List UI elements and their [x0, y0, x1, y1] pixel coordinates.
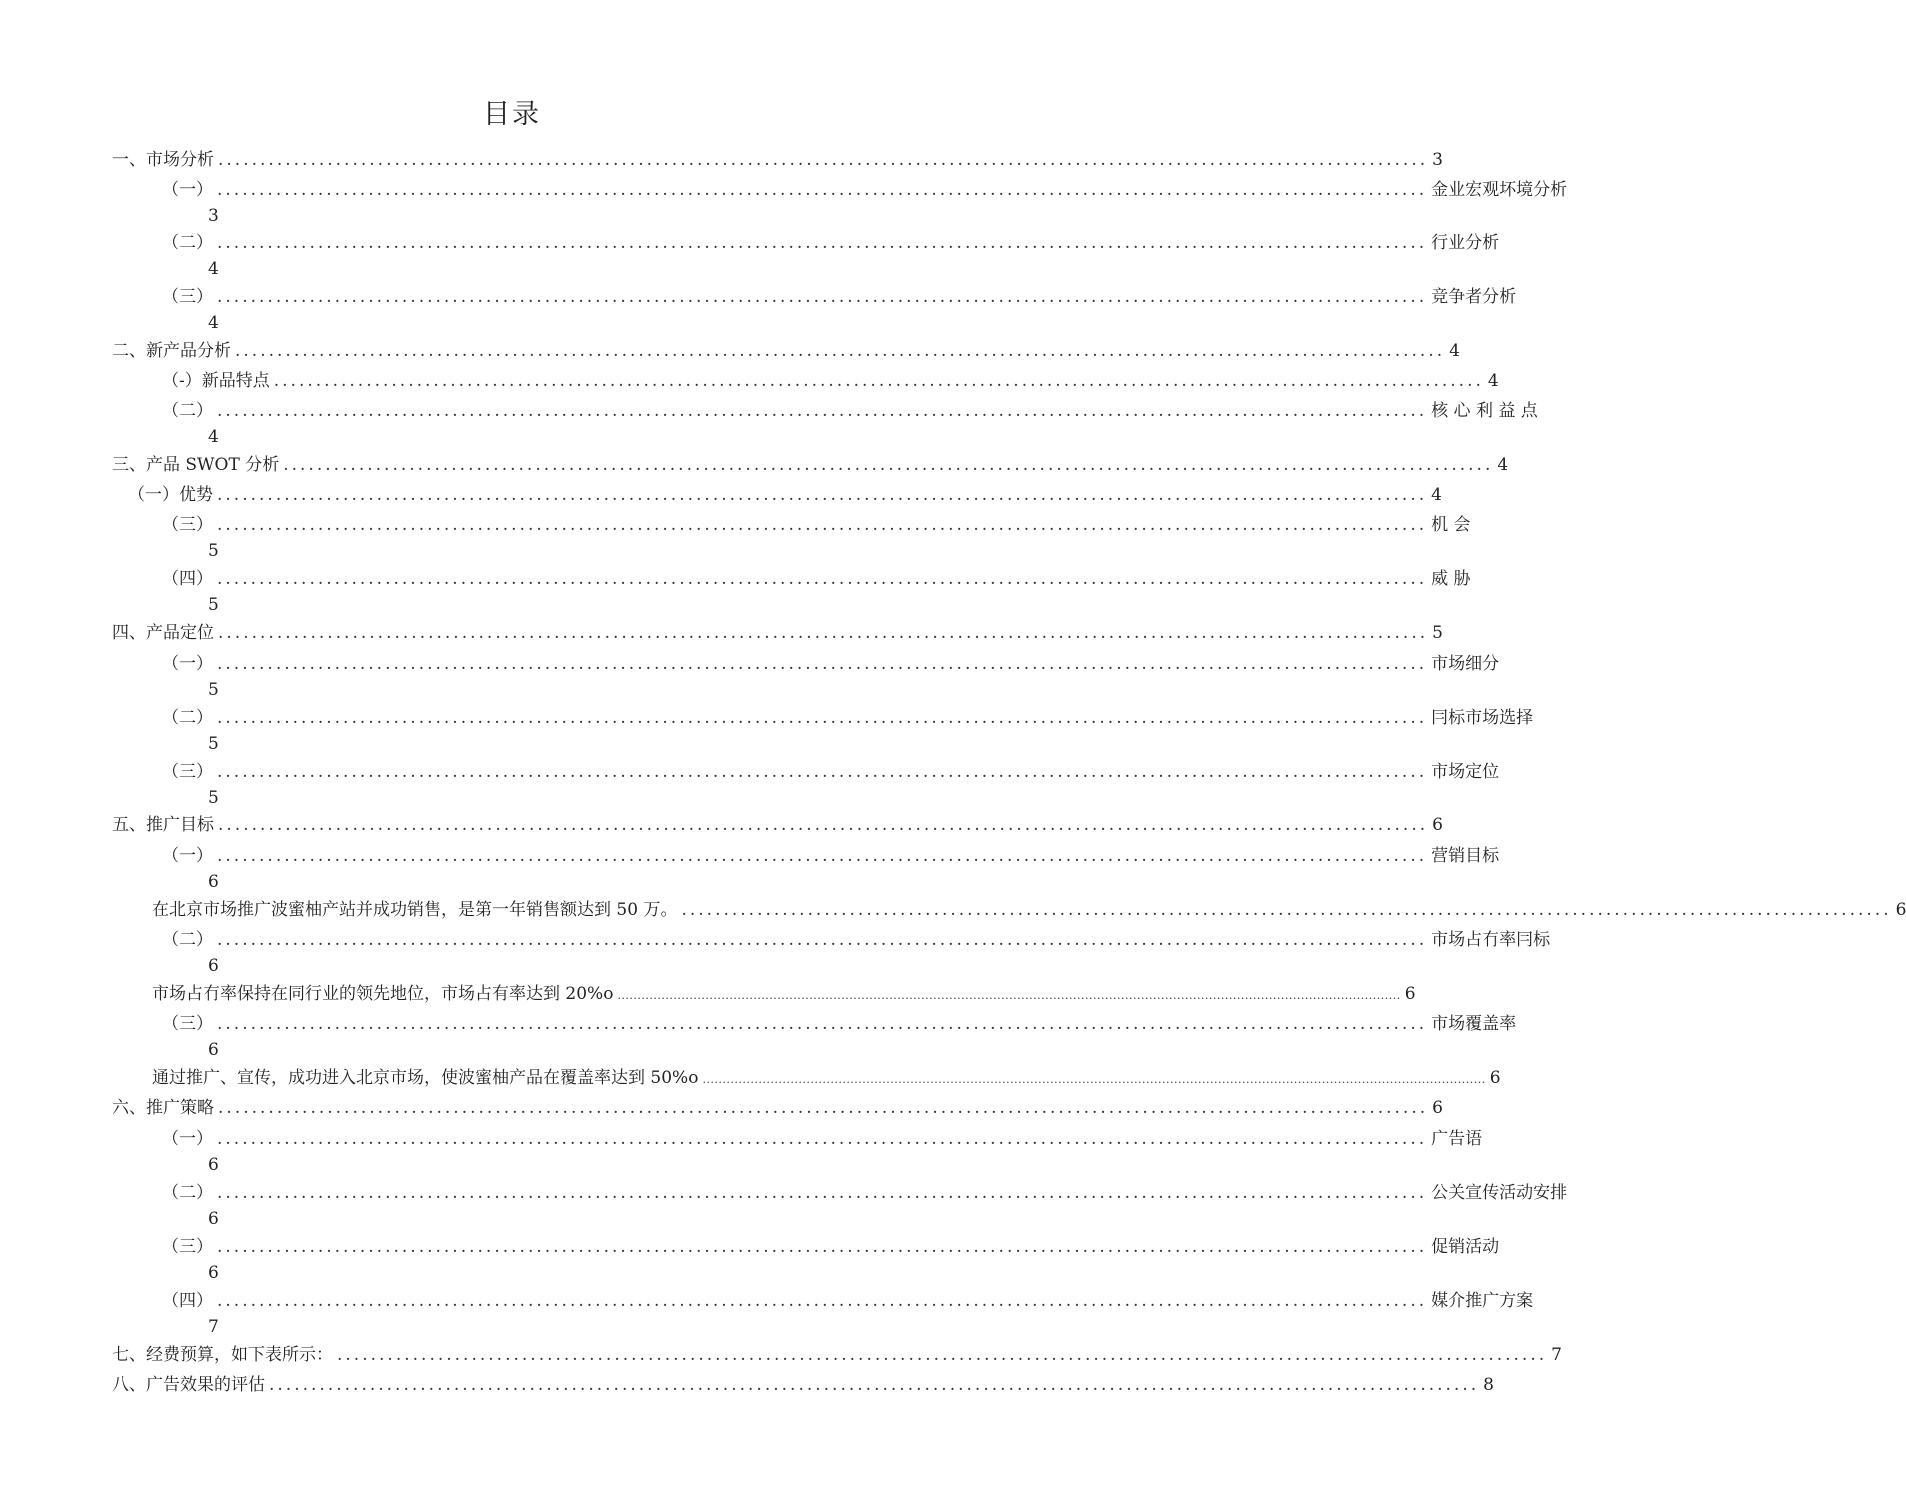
toc-entry-page: 5 — [208, 680, 219, 700]
toc-title: 目录 — [483, 99, 541, 130]
toc-entry-title: 五、推广目标 — [112, 815, 214, 835]
toc-leader-dots: ................................................................................................................................................ — [217, 1129, 1428, 1149]
toc-leader-dots: ................................................................................................................................................ — [217, 485, 1428, 505]
toc-entry-title: 八、广告效果的评估 — [112, 1375, 265, 1395]
toc-entry-page: 6 — [208, 872, 219, 892]
toc-entry[interactable] — [128, 481, 1442, 509]
toc-entry[interactable] — [162, 367, 1499, 395]
toc-entry-title: （二） — [162, 401, 213, 421]
toc-entry-label: 金业宏观坏境分析 — [1431, 180, 1568, 200]
toc-leader-dots: ................................................................................................................................................ — [217, 1291, 1428, 1311]
toc-entry-title: 六、推广策略 — [112, 1098, 214, 1118]
toc-entry-title: （一）优势 — [128, 485, 213, 505]
toc-leader-dots: ................................................................................................................................................ — [218, 815, 1429, 835]
toc-entry-title: （一） — [162, 846, 213, 866]
toc-entry-title: 市场占冇率保持在同行业的领先地位，市场占有率达到 20%o — [152, 984, 614, 1004]
toc-entry[interactable] — [162, 176, 1568, 204]
toc-entry[interactable] — [152, 1064, 1501, 1092]
toc-entry[interactable] — [162, 650, 1500, 678]
toc-entry-title: （三） — [162, 762, 213, 782]
toc-entry[interactable] — [162, 397, 1538, 425]
toc-entry-page: 6 — [208, 956, 219, 976]
toc-leader-dots: ................................................................................................................................................ — [218, 1098, 1429, 1118]
toc-entry-title: （一） — [162, 1129, 213, 1149]
toc-entry-label: 行业分析 — [1431, 233, 1500, 253]
toc-entry[interactable] — [152, 980, 1416, 1008]
toc-entry-title: （四） — [162, 569, 213, 589]
toc-entry[interactable] — [162, 926, 1551, 954]
toc-entry-page: 4 — [208, 313, 219, 333]
toc-entry-label: 市场覆盖率 — [1431, 1014, 1517, 1034]
toc-leader-dots: ................................................................................................................................................ — [283, 455, 1494, 475]
toc-entry-label: 威 胁 — [1431, 569, 1471, 589]
toc-entry[interactable] — [162, 1010, 1517, 1038]
toc-entry-label: 营销目标 — [1431, 846, 1500, 866]
toc-entry-page: 4 — [208, 427, 219, 447]
toc-entry[interactable] — [112, 1371, 1494, 1399]
toc-entry-label: 公关宣传活动安排 — [1431, 1183, 1568, 1203]
toc-entry-page: 5 — [1432, 623, 1443, 643]
toc-entry[interactable] — [112, 1341, 1562, 1369]
toc-entry[interactable] — [112, 619, 1443, 647]
toc-entry-title: （一） — [162, 654, 213, 674]
toc-entry-page: 5 — [208, 595, 219, 615]
toc-entry-page: 5 — [208, 734, 219, 754]
toc-leader-dots: ................................................................................................................................................ — [217, 846, 1428, 866]
toc-entry-page: 4 — [1497, 455, 1509, 475]
toc-leader-dots: .................................................................................................................................................................................................... — [617, 989, 1401, 1002]
toc-entry-title: （三） — [162, 1014, 213, 1034]
toc-entry-page: 6 — [208, 1040, 219, 1060]
toc-leader-dots: ................................................................................................................................................ — [217, 708, 1428, 728]
toc-entry-page: 6 — [1404, 984, 1416, 1004]
toc-entry[interactable] — [162, 565, 1471, 593]
toc-entry[interactable] — [162, 1287, 1534, 1315]
toc-entry-page: 5 — [208, 788, 219, 808]
toc-entry-label: 广告语 — [1431, 1129, 1483, 1149]
toc-entry-page: 5 — [208, 541, 219, 561]
toc-entry-page: 3 — [208, 206, 219, 226]
toc-entry-page: 6 — [1432, 1098, 1443, 1118]
toc-leader-dots: ................................................................................................................................................ — [337, 1345, 1548, 1365]
toc-leader-dots: ................................................................................................................................................ — [217, 569, 1428, 589]
toc-entry-title: 三、产品 SWOT 分析 — [112, 455, 280, 475]
toc-entry[interactable] — [162, 1125, 1483, 1153]
toc-leader-dots: ................................................................................................................................................ — [269, 1375, 1480, 1395]
toc-entry-title: （二） — [162, 930, 213, 950]
toc-entry-page: 7 — [208, 1317, 219, 1337]
toc-leader-dots: ................................................................................................................................................ — [218, 150, 1429, 170]
toc-entry-title: （四） — [162, 1291, 213, 1311]
toc-entry-page: 3 — [1432, 150, 1443, 170]
toc-leader-dots: ................................................................................................................................................ — [217, 515, 1428, 535]
toc-entry-label: 核 心 利 益 点 — [1431, 401, 1538, 421]
toc-entry[interactable] — [162, 229, 1500, 257]
toc-entry[interactable] — [112, 811, 1443, 839]
toc-entry[interactable] — [112, 451, 1509, 479]
toc-entry-label: 媒介推广方案 — [1431, 1291, 1534, 1311]
toc-entry-label: 冃标市场选择 — [1431, 708, 1534, 728]
toc-entry[interactable] — [162, 1179, 1568, 1207]
toc-entry-title: （三） — [162, 287, 213, 307]
toc-leader-dots: ................................................................................................................................................ — [217, 287, 1428, 307]
toc-entry[interactable] — [162, 842, 1500, 870]
toc-entry-title: （三） — [162, 515, 213, 535]
toc-entry-title: （二） — [162, 233, 213, 253]
toc-leader-dots: ................................................................................................................................................ — [218, 623, 1429, 643]
toc-entry-page: 6 — [1895, 900, 1906, 920]
toc-entry-title: （-）新品特点 — [162, 371, 270, 391]
toc-entry-title: （三） — [162, 1237, 213, 1257]
toc-entry-page: 7 — [1551, 1345, 1562, 1365]
toc-entry[interactable] — [152, 896, 1906, 924]
toc-entry[interactable] — [112, 1094, 1443, 1122]
toc-leader-dots: ................................................................................................................................................ — [681, 900, 1892, 920]
toc-leader-dots: ................................................................................................................................................ — [217, 401, 1428, 421]
toc-entry-title: 四、产品定位 — [112, 623, 214, 643]
toc-leader-dots: ................................................................................................................................................ — [217, 233, 1428, 253]
toc-leader-dots: ................................................................................................................................................ — [235, 341, 1446, 361]
toc-entry[interactable] — [162, 283, 1517, 311]
toc-entry-page: 4 — [1487, 371, 1499, 391]
toc-leader-dots: ................................................................................................................................................ — [217, 1014, 1428, 1034]
toc-leader-dots: ................................................................................................................................................ — [217, 762, 1428, 782]
toc-entry-page: 6 — [208, 1155, 219, 1175]
toc-entry-page: 4 — [1431, 485, 1442, 505]
toc-entry[interactable] — [162, 1233, 1500, 1261]
toc-entry-title: 在北京市场推广波蜜柚产站并成功销售，是第一年销售额达到 50 万。 — [152, 900, 678, 920]
toc-entry-title: 二、新产品分析 — [112, 341, 231, 361]
toc-entry[interactable] — [112, 146, 1443, 174]
toc-entry-label: 市场细分 — [1431, 654, 1500, 674]
toc-entry[interactable] — [162, 758, 1500, 786]
toc-leader-dots: ................................................................................................................................................ — [273, 371, 1484, 391]
toc-leader-dots: .................................................................................................................................................................................................... — [702, 1073, 1486, 1086]
toc-entry-page: 6 — [208, 1263, 219, 1283]
toc-entry[interactable] — [162, 704, 1534, 732]
toc-entry-page: 4 — [208, 259, 219, 279]
toc-entry-title: 七、经费预算，如下表所示： — [112, 1345, 333, 1365]
toc-entry[interactable] — [112, 337, 1460, 365]
toc-leader-dots: ................................................................................................................................................ — [217, 654, 1428, 674]
toc-entry-title: （一） — [162, 180, 213, 200]
toc-entry-title: （二） — [162, 1183, 213, 1203]
toc-entry-page: 4 — [1449, 341, 1460, 361]
toc-entry[interactable] — [162, 511, 1471, 539]
toc-entry-page: 6 — [1489, 1068, 1501, 1088]
toc-entry-page: 8 — [1483, 1375, 1494, 1395]
toc-leader-dots: ................................................................................................................................................ — [217, 180, 1428, 200]
toc-entry-label: 促销活动 — [1431, 1237, 1500, 1257]
toc-entry-title: 一、市场分析 — [112, 150, 214, 170]
toc-entry-label: 市场定位 — [1431, 762, 1500, 782]
toc-entry-page: 6 — [1432, 815, 1443, 835]
toc-leader-dots: ................................................................................................................................................ — [217, 1183, 1428, 1203]
toc-entry-page: 6 — [208, 1209, 219, 1229]
toc-entry-label: 机 会 — [1431, 515, 1471, 535]
toc-entry-title: （二） — [162, 708, 213, 728]
toc-entry-title: 通过推广、宣传，成功进入北京市场，使波蜜柚产品在覆盖率达到 50%o — [152, 1068, 699, 1088]
toc-leader-dots: ................................................................................................................................................ — [217, 930, 1428, 950]
toc-entry-label: 市场占冇率冃标 — [1431, 930, 1551, 950]
toc-leader-dots: ................................................................................................................................................ — [217, 1237, 1428, 1257]
toc-entry-label: 竞争者分析 — [1431, 287, 1517, 307]
